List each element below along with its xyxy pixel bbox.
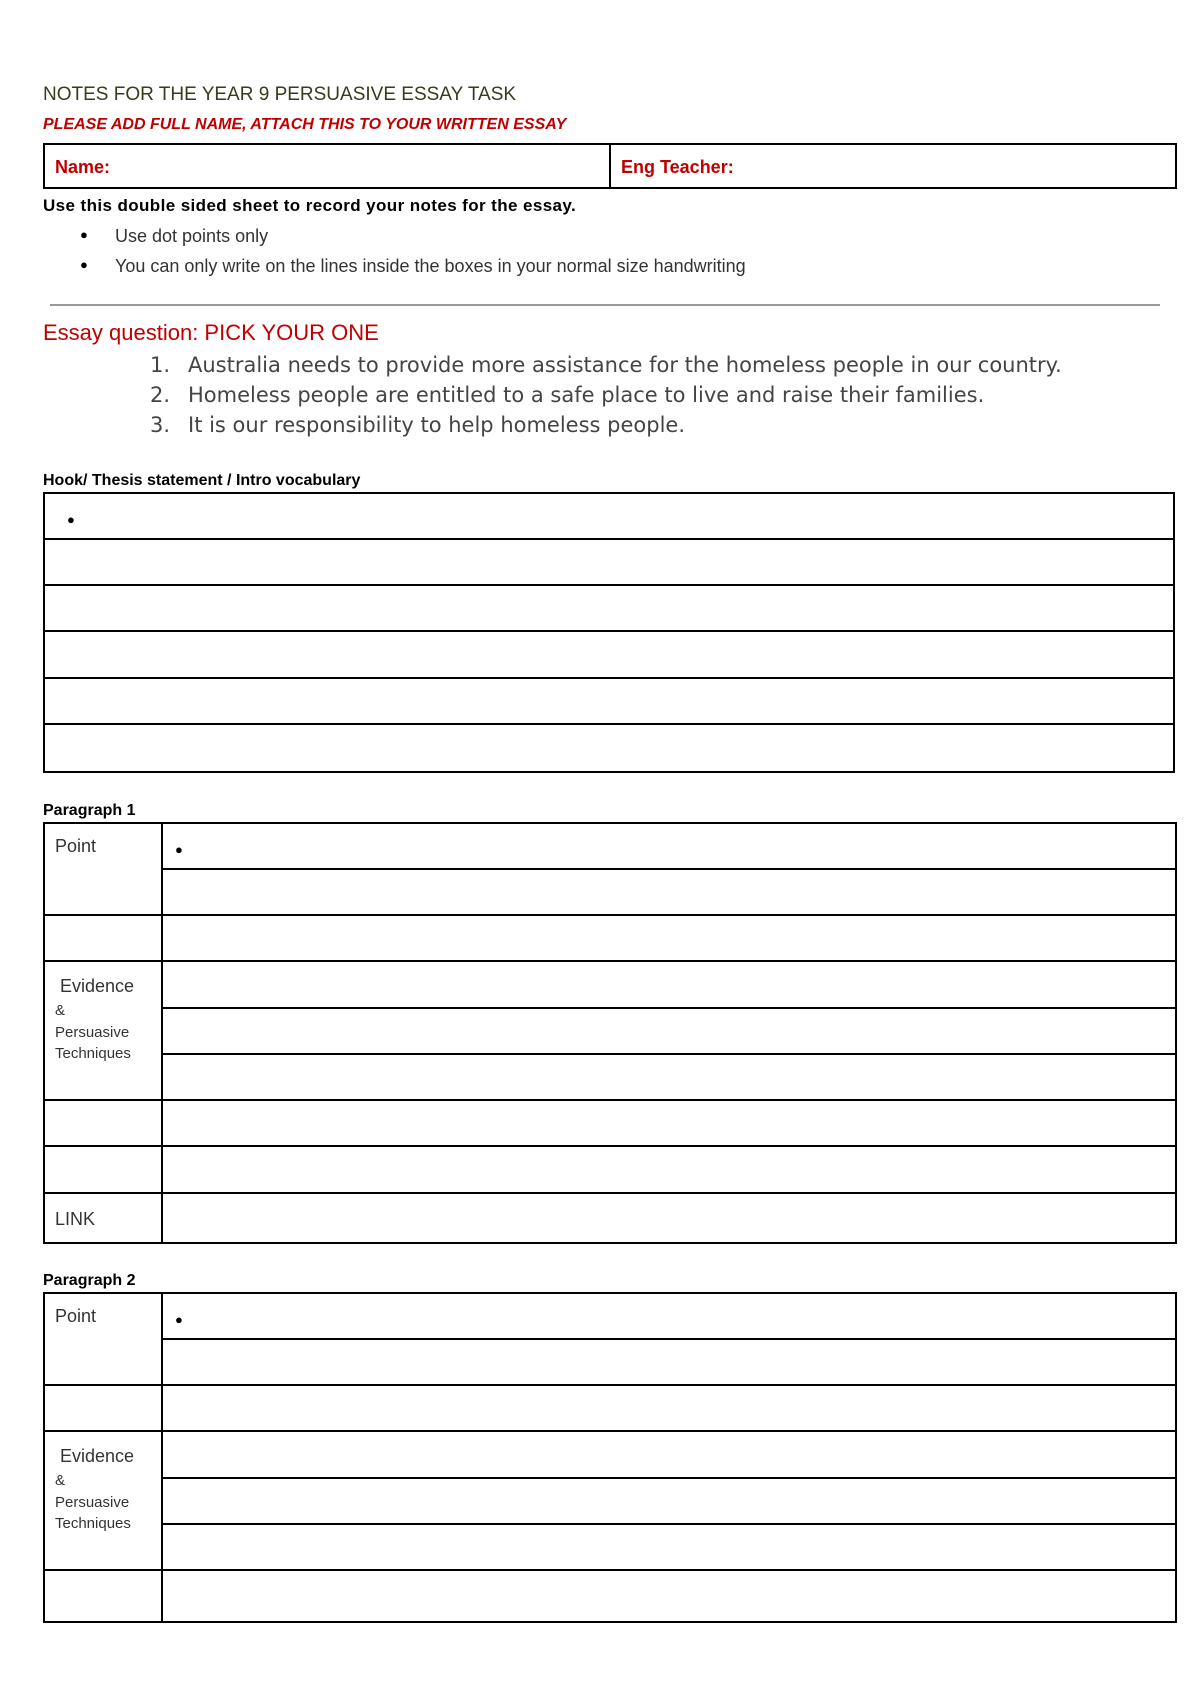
intro-notes-box[interactable] <box>43 492 1175 773</box>
paragraph-1-label: Paragraph 1 <box>43 802 136 819</box>
list-item: ● Use dot points only <box>80 226 746 256</box>
paragraph-1-box[interactable] <box>43 822 1177 1244</box>
list-item: ● You can only write on the lines inside the boxes in your normal size handwriting <box>80 256 746 286</box>
bullet-icon: ● <box>175 1312 183 1327</box>
teacher-field[interactable]: Eng Teacher: <box>609 145 1175 187</box>
list-item <box>150 413 1062 443</box>
persuasive-label: Persuasive <box>55 1494 130 1511</box>
evidence-label: Evidence <box>60 1446 135 1466</box>
page-title: NOTES FOR THE YEAR 9 PERSUASIVE ESSAY TASK <box>43 84 517 105</box>
question-number: 2. <box>150 383 171 407</box>
instructions-lead: Use this double sided sheet to record your notes for the essay. <box>43 196 577 215</box>
techniques-label: Techniques <box>55 1045 131 1062</box>
page-subtitle: PLEASE ADD FULL NAME, ATTACH THIS TO YOUR WRITTEN ESSAY <box>43 116 567 133</box>
persuasive-label: Persuasive <box>55 1024 130 1041</box>
question-number: 1. <box>150 353 171 377</box>
question-text: Homeless people are entitled to a safe place to live and raise their families. <box>188 383 985 407</box>
question-number: 3. <box>150 413 171 437</box>
list-item <box>150 383 1062 413</box>
paragraph-2-label: Paragraph 2 <box>43 1272 136 1289</box>
essay-question-heading: Essay question: PICK YOUR ONE <box>43 320 379 345</box>
ampersand-label: & <box>55 1472 66 1489</box>
ampersand-label: & <box>55 1002 66 1019</box>
intro-label: Hook/ Thesis statement / Intro vocabulary <box>43 472 361 489</box>
point-label: Point <box>55 836 97 856</box>
techniques-label: Techniques <box>55 1515 131 1532</box>
essay-question-list <box>150 353 1062 443</box>
link-label: LINK <box>55 1209 96 1229</box>
bullet-icon: ● <box>67 512 75 527</box>
name-field[interactable]: Name: <box>55 157 111 177</box>
list-item <box>150 353 1062 383</box>
divider <box>50 304 1160 306</box>
evidence-label: Evidence <box>60 976 135 996</box>
question-text: Australia needs to provide more assistance for the homeless people in our country. <box>188 353 1062 377</box>
name-box <box>43 143 1177 189</box>
point-label: Point <box>55 1306 97 1326</box>
instructions-list <box>80 226 746 286</box>
question-text: It is our responsibility to help homeless people. <box>188 413 686 437</box>
bullet-icon: ● <box>175 842 183 857</box>
paragraph-2-box[interactable] <box>43 1292 1177 1623</box>
